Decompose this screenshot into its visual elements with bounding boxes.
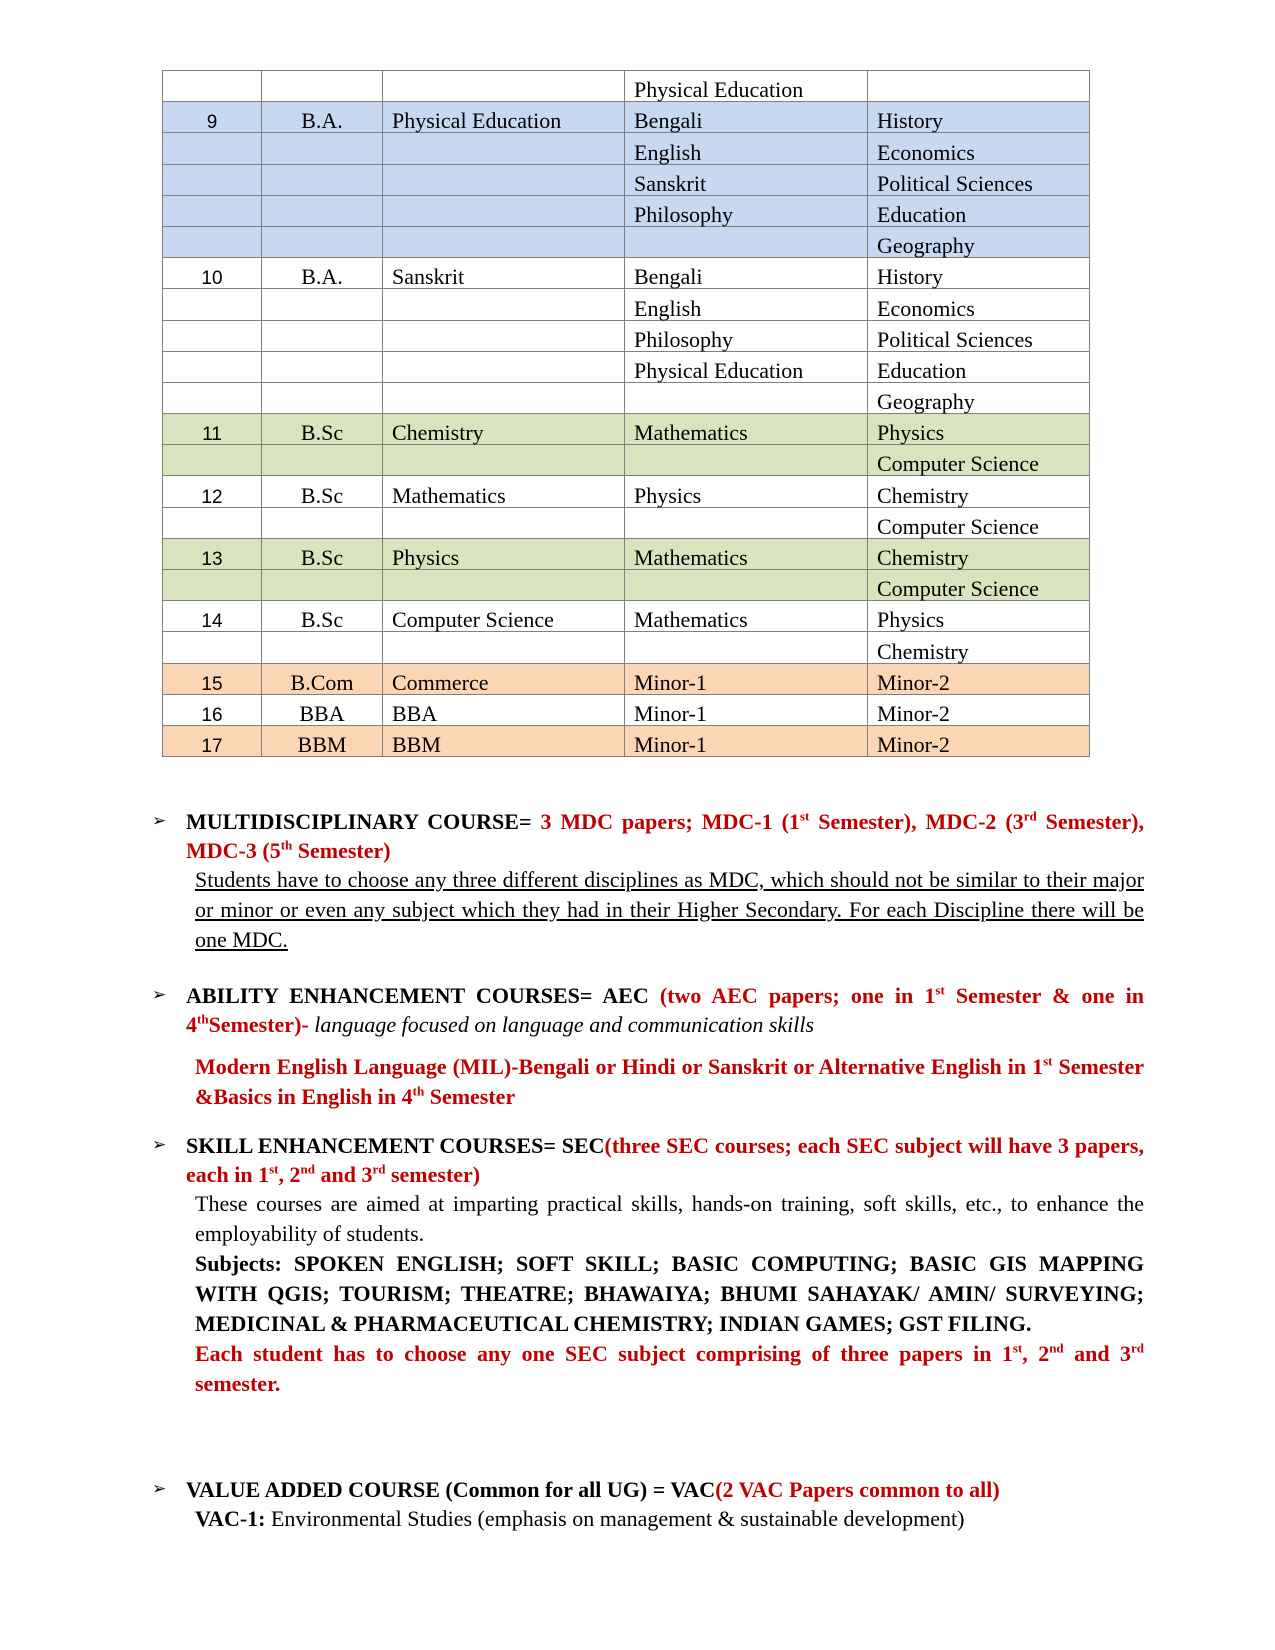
major-cell: [383, 71, 625, 102]
serial-cell: [163, 289, 262, 320]
minor-2-cell: Education: [868, 351, 1090, 382]
serial-cell: [163, 507, 262, 538]
degree-cell: BBA: [262, 694, 383, 725]
major-cell: Sanskrit: [383, 258, 625, 289]
table-row: [163, 289, 1090, 320]
degree-cell: B.A.: [262, 258, 383, 289]
major-cell: [383, 133, 625, 164]
serial-cell: 11: [163, 414, 262, 445]
minor-1-cell: [625, 445, 868, 476]
minor-1-cell: Physical Education: [625, 71, 868, 102]
major-cell: Computer Science: [383, 601, 625, 632]
sec-choose-note: Each student has to choose any one SEC subject comprising of three papers in 1st, 2nd and 3rd semester.: [195, 1340, 1145, 1396]
aec-heading: ABILITY ENHANCEMENT COURSES= AEC (two AEC papers; one in 1st Semester & one in 4thSemester)- language focused on language and communication skills: [186, 982, 1144, 1037]
serial-cell: [163, 632, 262, 663]
serial-cell: 16: [163, 694, 262, 725]
serial-cell: [163, 164, 262, 195]
table-row: [163, 133, 1090, 164]
minor-2-cell: Physics: [868, 414, 1090, 445]
degree-cell: [262, 507, 383, 538]
minor-2-cell: Chemistry: [868, 632, 1090, 663]
course-table: [162, 70, 1090, 757]
minor-1-cell: English: [625, 133, 868, 164]
table-row: [163, 258, 1090, 289]
degree-cell: [262, 570, 383, 601]
minor-2-cell: Economics: [868, 133, 1090, 164]
minor-2-cell: Political Sciences: [868, 320, 1090, 351]
serial-cell: [163, 382, 262, 413]
major-cell: Physical Education: [383, 102, 625, 133]
serial-cell: [163, 351, 262, 382]
table-row: [163, 694, 1090, 725]
minor-1-cell: Minor-1: [625, 725, 868, 756]
table-row: [163, 102, 1090, 133]
minor-2-cell: [868, 71, 1090, 102]
major-cell: [383, 507, 625, 538]
minor-1-cell: [625, 382, 868, 413]
minor-2-cell: Computer Science: [868, 570, 1090, 601]
degree-cell: [262, 195, 383, 226]
degree-cell: [262, 445, 383, 476]
major-cell: [383, 195, 625, 226]
table-row: [163, 320, 1090, 351]
degree-cell: [262, 382, 383, 413]
serial-cell: [163, 226, 262, 257]
table-row: [163, 445, 1090, 476]
minor-1-cell: Minor-1: [625, 694, 868, 725]
minor-2-cell: Geography: [868, 226, 1090, 257]
vac-1-line: VAC-1: Environmental Studies (emphasis on management & sustainable development): [195, 1506, 965, 1531]
minor-2-cell: Computer Science: [868, 507, 1090, 538]
degree-cell: B.Sc: [262, 601, 383, 632]
bullet-icon: ➢: [152, 1479, 167, 1499]
sec-description: These courses are aimed at imparting practical skills, hands-on training, soft skills, etc., to enhance the employability of students.: [195, 1191, 1144, 1246]
minor-1-cell: Philosophy: [625, 320, 868, 351]
minor-2-cell: Computer Science: [868, 445, 1090, 476]
table-row: [163, 632, 1090, 663]
major-cell: Chemistry: [383, 414, 625, 445]
minor-2-cell: Minor-2: [868, 725, 1090, 756]
minor-2-cell: Geography: [868, 382, 1090, 413]
vac-heading: VALUE ADDED COURSE (Common for all UG) = VAC(2 VAC Papers common to all): [186, 1477, 1000, 1502]
major-cell: [383, 226, 625, 257]
serial-cell: 14: [163, 601, 262, 632]
degree-cell: [262, 632, 383, 663]
minor-2-cell: Economics: [868, 289, 1090, 320]
major-cell: BBA: [383, 694, 625, 725]
table-row: [163, 570, 1090, 601]
table-row: [163, 663, 1090, 694]
serial-cell: [163, 133, 262, 164]
sec-heading: SKILL ENHANCEMENT COURSES= SEC(three SEC courses; each SEC subject will have 3 papers, each in 1st, 2nd and 3rd semester): [186, 1133, 1144, 1187]
minor-2-cell: Education: [868, 195, 1090, 226]
vac-section: [152, 1475, 1144, 1533]
minor-1-cell: English: [625, 289, 868, 320]
serial-cell: 13: [163, 538, 262, 569]
mdc-heading: MULTIDISCIPLINARY COURSE= 3 MDC papers; MDC-1 (1st Semester), MDC-2 (3rd Semester), MDC-3 (5th Semester): [186, 808, 1145, 863]
serial-cell: [163, 570, 262, 601]
major-cell: [383, 445, 625, 476]
table-row: [163, 164, 1090, 195]
table-row: [163, 476, 1090, 507]
serial-cell: 17: [163, 725, 262, 756]
degree-cell: [262, 351, 383, 382]
minor-1-cell: [625, 226, 868, 257]
minor-1-cell: [625, 507, 868, 538]
bullet-icon: ➢: [152, 1135, 167, 1155]
serial-cell: 15: [163, 663, 262, 694]
degree-cell: BBM: [262, 725, 383, 756]
minor-2-cell: Political Sciences: [868, 164, 1090, 195]
degree-cell: [262, 164, 383, 195]
major-cell: [383, 289, 625, 320]
degree-cell: B.Sc: [262, 538, 383, 569]
serial-cell: [163, 195, 262, 226]
bullet-icon: ➢: [152, 985, 167, 1005]
aec-mil-note: Modern English Language (MIL)-Bengali or Hindi or Sanskrit or Alternative English in 1st Semester &Basics in English in 4th Semester: [195, 1053, 1144, 1109]
sec-section: [152, 1131, 1144, 1399]
minor-2-cell: Minor-2: [868, 663, 1090, 694]
major-cell: Commerce: [383, 663, 625, 694]
course-table-body: [163, 71, 1090, 757]
minor-2-cell: History: [868, 258, 1090, 289]
minor-1-cell: Philosophy: [625, 195, 868, 226]
table-row: [163, 226, 1090, 257]
degree-cell: B.Com: [262, 663, 383, 694]
minor-1-cell: Bengali: [625, 258, 868, 289]
serial-cell: [163, 320, 262, 351]
serial-cell: [163, 445, 262, 476]
degree-cell: B.Sc: [262, 414, 383, 445]
minor-1-cell: Mathematics: [625, 538, 868, 569]
major-cell: [383, 164, 625, 195]
degree-cell: [262, 289, 383, 320]
minor-2-cell: Chemistry: [868, 538, 1090, 569]
minor-1-cell: Physics: [625, 476, 868, 507]
major-cell: Physics: [383, 538, 625, 569]
table-row: [163, 382, 1090, 413]
major-cell: [383, 382, 625, 413]
table-row: [163, 601, 1090, 632]
major-cell: Mathematics: [383, 476, 625, 507]
serial-cell: [163, 71, 262, 102]
table-row: [163, 71, 1090, 102]
major-cell: [383, 632, 625, 663]
table-row: [163, 351, 1090, 382]
table-row: [163, 414, 1090, 445]
bullet-icon: ➢: [152, 811, 167, 831]
minor-2-cell: Minor-2: [868, 694, 1090, 725]
major-cell: [383, 320, 625, 351]
degree-cell: [262, 226, 383, 257]
minor-1-cell: Physical Education: [625, 351, 868, 382]
minor-1-cell: [625, 570, 868, 601]
minor-1-cell: Minor-1: [625, 663, 868, 694]
major-cell: [383, 570, 625, 601]
table-row: [163, 725, 1090, 756]
aec-section: [152, 981, 1144, 1112]
table-row: [163, 507, 1090, 538]
degree-cell: B.Sc: [262, 476, 383, 507]
serial-cell: 10: [163, 258, 262, 289]
mdc-section: [152, 807, 1144, 955]
table-row: [163, 195, 1090, 226]
degree-cell: [262, 133, 383, 164]
table-row: [163, 538, 1090, 569]
degree-cell: [262, 320, 383, 351]
minor-1-cell: Sanskrit: [625, 164, 868, 195]
serial-cell: 12: [163, 476, 262, 507]
major-cell: [383, 351, 625, 382]
minor-2-cell: History: [868, 102, 1090, 133]
minor-1-cell: Mathematics: [625, 601, 868, 632]
minor-2-cell: Physics: [868, 601, 1090, 632]
major-cell: BBM: [383, 725, 625, 756]
sec-subjects: Subjects: SPOKEN ENGLISH; SOFT SKILL; BASIC COMPUTING; BASIC GIS MAPPING WITH QGIS; TOURISM; THEATRE; BHAWAIYA; BHUMI SAHAYAK/ AMIN/ SURVEYING; MEDICINAL & PHARMACEUTICAL CHEMISTRY; INDIAN GAMES; GST FILING.: [195, 1251, 1144, 1336]
minor-1-cell: Mathematics: [625, 414, 868, 445]
serial-cell: 9: [163, 102, 262, 133]
minor-1-cell: Bengali: [625, 102, 868, 133]
degree-cell: B.A.: [262, 102, 383, 133]
minor-2-cell: Chemistry: [868, 476, 1090, 507]
degree-cell: [262, 71, 383, 102]
minor-1-cell: [625, 632, 868, 663]
mdc-description: Students have to choose any three different disciplines as MDC, which should not be similar to their major or minor or even any subject which they had in their Higher Secondary. For each Discipline there will be one MDC.: [195, 867, 1144, 952]
